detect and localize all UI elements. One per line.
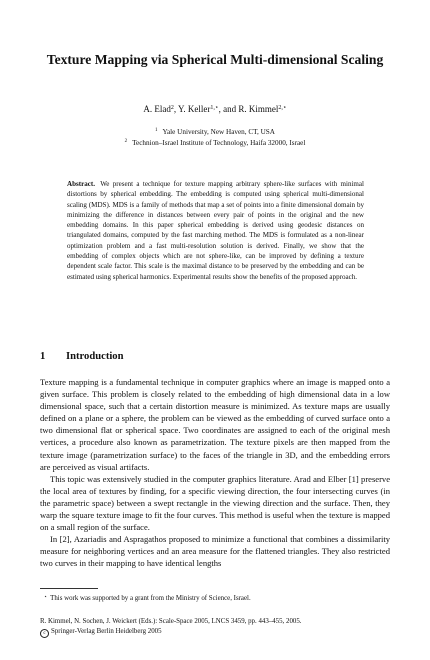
citation-line-1: R. Kimmel, N. Sochen, J. Weickert (Eds.): Scale-Space 2005, LNCS 3459, pp. 443–455, 2005. [40,618,302,625]
paragraph-1: Texture mapping is a fundamental technique in computer graphics where an image is mapped onto a given surface. This problem is closely related to the embedding of high dimensional data in a low dimensional space, such that a certain distortion measure is minimized. As texture maps are usually defined on a plane or a sphere, the problem can be viewed as the embedding of curved surface onto a two dimensional flat or spherical space. Two coordinates are assigned to each of the original mesh vertices, a procedure also known as parametrization. The texture pixels are then mapped from the texture image (parametrization surface) to the faces of the triangle in 3D, and the embedding errors are perceived as visual artifacts. [40,377,390,472]
author-list: A. Elad$^2$, Y. Keller$^{1,⋆}$, and R. Kimmel$^{2,⋆}$ [143,104,287,114]
footnote-mark: ⋆ [44,595,48,600]
author-elad-affil: 2 [170,105,174,111]
citation-line-2 [40,627,390,638]
author-kimmel: R. Kimmel [238,104,279,114]
copyright-icon: c [40,629,49,638]
paragraph-3: In [2], Azariadis and Aspragathos proposed to minimize a functional that combines a dissimilarity measure for neighboring vertices and an area measure for the flattened triangles. They also restricted two curves in their mapping to have identical lengths [40,534,390,569]
body-text [40,376,390,570]
author-keller-affil: 1,⋆ [210,105,219,111]
abstract [67,179,364,282]
section-title: Introduction [66,351,124,362]
citation-publisher: Springer-Verlag Berlin Heidelberg 2005 [51,627,162,635]
author-keller: Y. Keller [178,104,211,114]
footnote [40,593,390,603]
citation-block [40,617,390,638]
paper-title: Texture Mapping via Spherical Multi-dimensional Scaling [46,52,384,67]
paragraph-2: This topic was extensively studied in the computer graphics literature. Arad and Elber [1] preserve the local area of textures by finding, for a specific viewing direction, the four intersecting curves (in the parametric space) between a swept rectangle in the viewing direction and the surface. Then, they warp the square texture image to fit the four curves. This method is useful when the texture is mapped on a small region of the surface. [40,473,390,533]
affiliation-2-text: Technion–Israel Institute of Technology, Haifa 32000, Israel [132,139,306,147]
footnote-text: This work was supported by a grant from the Ministry of Science, Israel. [50,595,251,602]
author-and: and [223,104,237,114]
section-heading [40,350,390,363]
author-kimmel-affil: 2,⋆ [278,105,287,111]
section-number: 1 [40,351,46,362]
affiliation-1 [60,126,370,137]
footnote-rule [40,588,98,589]
abstract-label: Abstract. [67,180,95,188]
abstract-text: We present a technique for texture mapping arbitrary sphere-like surfaces with minimal distortions by spherical embedding. The embedding is computed using spherical multi-dimensional scaling (MDS). MDS is a family of methods that map a set of points into a finite dimensional domain by minimizing the difference in distances between every pair of points in the original and the new embedding domains. In this paper spherical embedding is derived using geodesic distances on triangulated domains, computed by the fast marching method. The MDS is formulated as a non-linear optimization problem and a fast multi-resolution solution is derived. Finally, we show that the embedding of complex objects which are not sphere-like, can be improved by defining a texture dependent scale factor. This scale is the maximal distance to be preserved by the embedding and can be estimated using spherical harmonics. Experimental results show the benefits of the proposed approach. [67,180,364,281]
affiliation-1-text: Yale University, New Haven, CT, USA [162,128,275,136]
affiliation-2 [60,137,370,148]
affiliation-1-number: 1 [155,128,158,133]
author-elad: A. Elad [143,104,171,114]
affiliation-2-number: 2 [124,139,128,144]
